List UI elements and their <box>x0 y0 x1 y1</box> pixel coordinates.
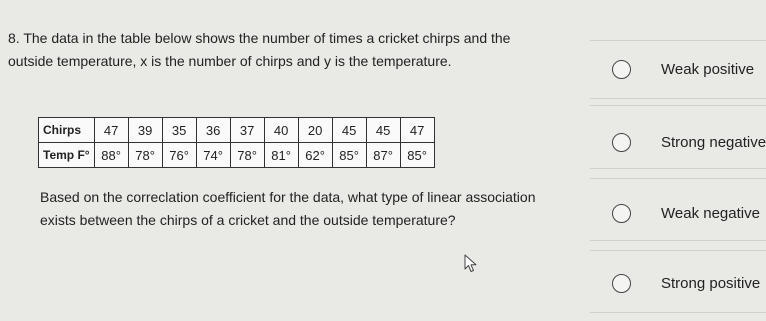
temp-cell: 76° <box>162 143 196 168</box>
chirps-cell: 40 <box>264 118 298 143</box>
radio-button[interactable] <box>612 60 631 79</box>
row-header-chirps: Chirps <box>39 118 95 143</box>
temp-cell: 87° <box>366 143 400 168</box>
choice-weak-positive[interactable] <box>612 52 766 86</box>
chirps-cell: 35 <box>162 118 196 143</box>
chirps-row <box>39 118 435 143</box>
temp-cell: 81° <box>264 143 298 168</box>
chirps-cell: 37 <box>230 118 264 143</box>
choice-divider <box>590 40 766 41</box>
temp-cell: 88° <box>94 143 128 168</box>
chirps-cell: 39 <box>128 118 162 143</box>
temp-cell: 62° <box>298 143 332 168</box>
question-prompt: Based on the correclation coefficient for the data, what type of linear association exists between the chirps of a cricket and the outside temperature? <box>40 189 536 228</box>
data-table <box>38 117 435 168</box>
choice-divider <box>590 98 766 99</box>
choice-divider <box>590 250 766 251</box>
mouse-cursor-icon <box>464 254 478 274</box>
choice-divider <box>590 168 766 169</box>
choice-divider <box>590 105 766 106</box>
choice-weak-negative[interactable] <box>612 196 766 230</box>
choice-label: Weak positive <box>661 60 755 78</box>
choice-divider <box>590 240 766 241</box>
choice-label: Weak negative <box>661 204 760 222</box>
radio-button[interactable] <box>612 274 631 293</box>
chirps-cell: 36 <box>196 118 230 143</box>
temp-cell: 74° <box>196 143 230 168</box>
temp-cell: 85° <box>400 143 434 168</box>
chirps-cell: 47 <box>400 118 434 143</box>
choice-divider <box>590 178 766 179</box>
row-header-temp: Temp F° <box>39 143 95 168</box>
chirps-cell: 45 <box>332 118 366 143</box>
chirps-cell: 45 <box>366 118 400 143</box>
choice-strong-negative[interactable] <box>612 125 766 159</box>
temp-cell: 78° <box>230 143 264 168</box>
radio-button[interactable] <box>612 133 631 152</box>
choice-divider <box>590 312 766 313</box>
radio-button[interactable] <box>612 204 631 223</box>
temp-row <box>39 143 435 168</box>
chirps-cell: 47 <box>94 118 128 143</box>
choice-strong-positive[interactable] <box>612 266 766 300</box>
chirps-cell: 20 <box>298 118 332 143</box>
temp-cell: 78° <box>128 143 162 168</box>
choice-label: Strong negative <box>661 133 766 151</box>
temp-cell: 85° <box>332 143 366 168</box>
choice-label: Strong positive <box>661 274 761 292</box>
question-text: 8. The data in the table below shows the number of times a cricket chirps and the outside temperature, x is the number of chirps and y is the temperature. <box>8 30 511 69</box>
